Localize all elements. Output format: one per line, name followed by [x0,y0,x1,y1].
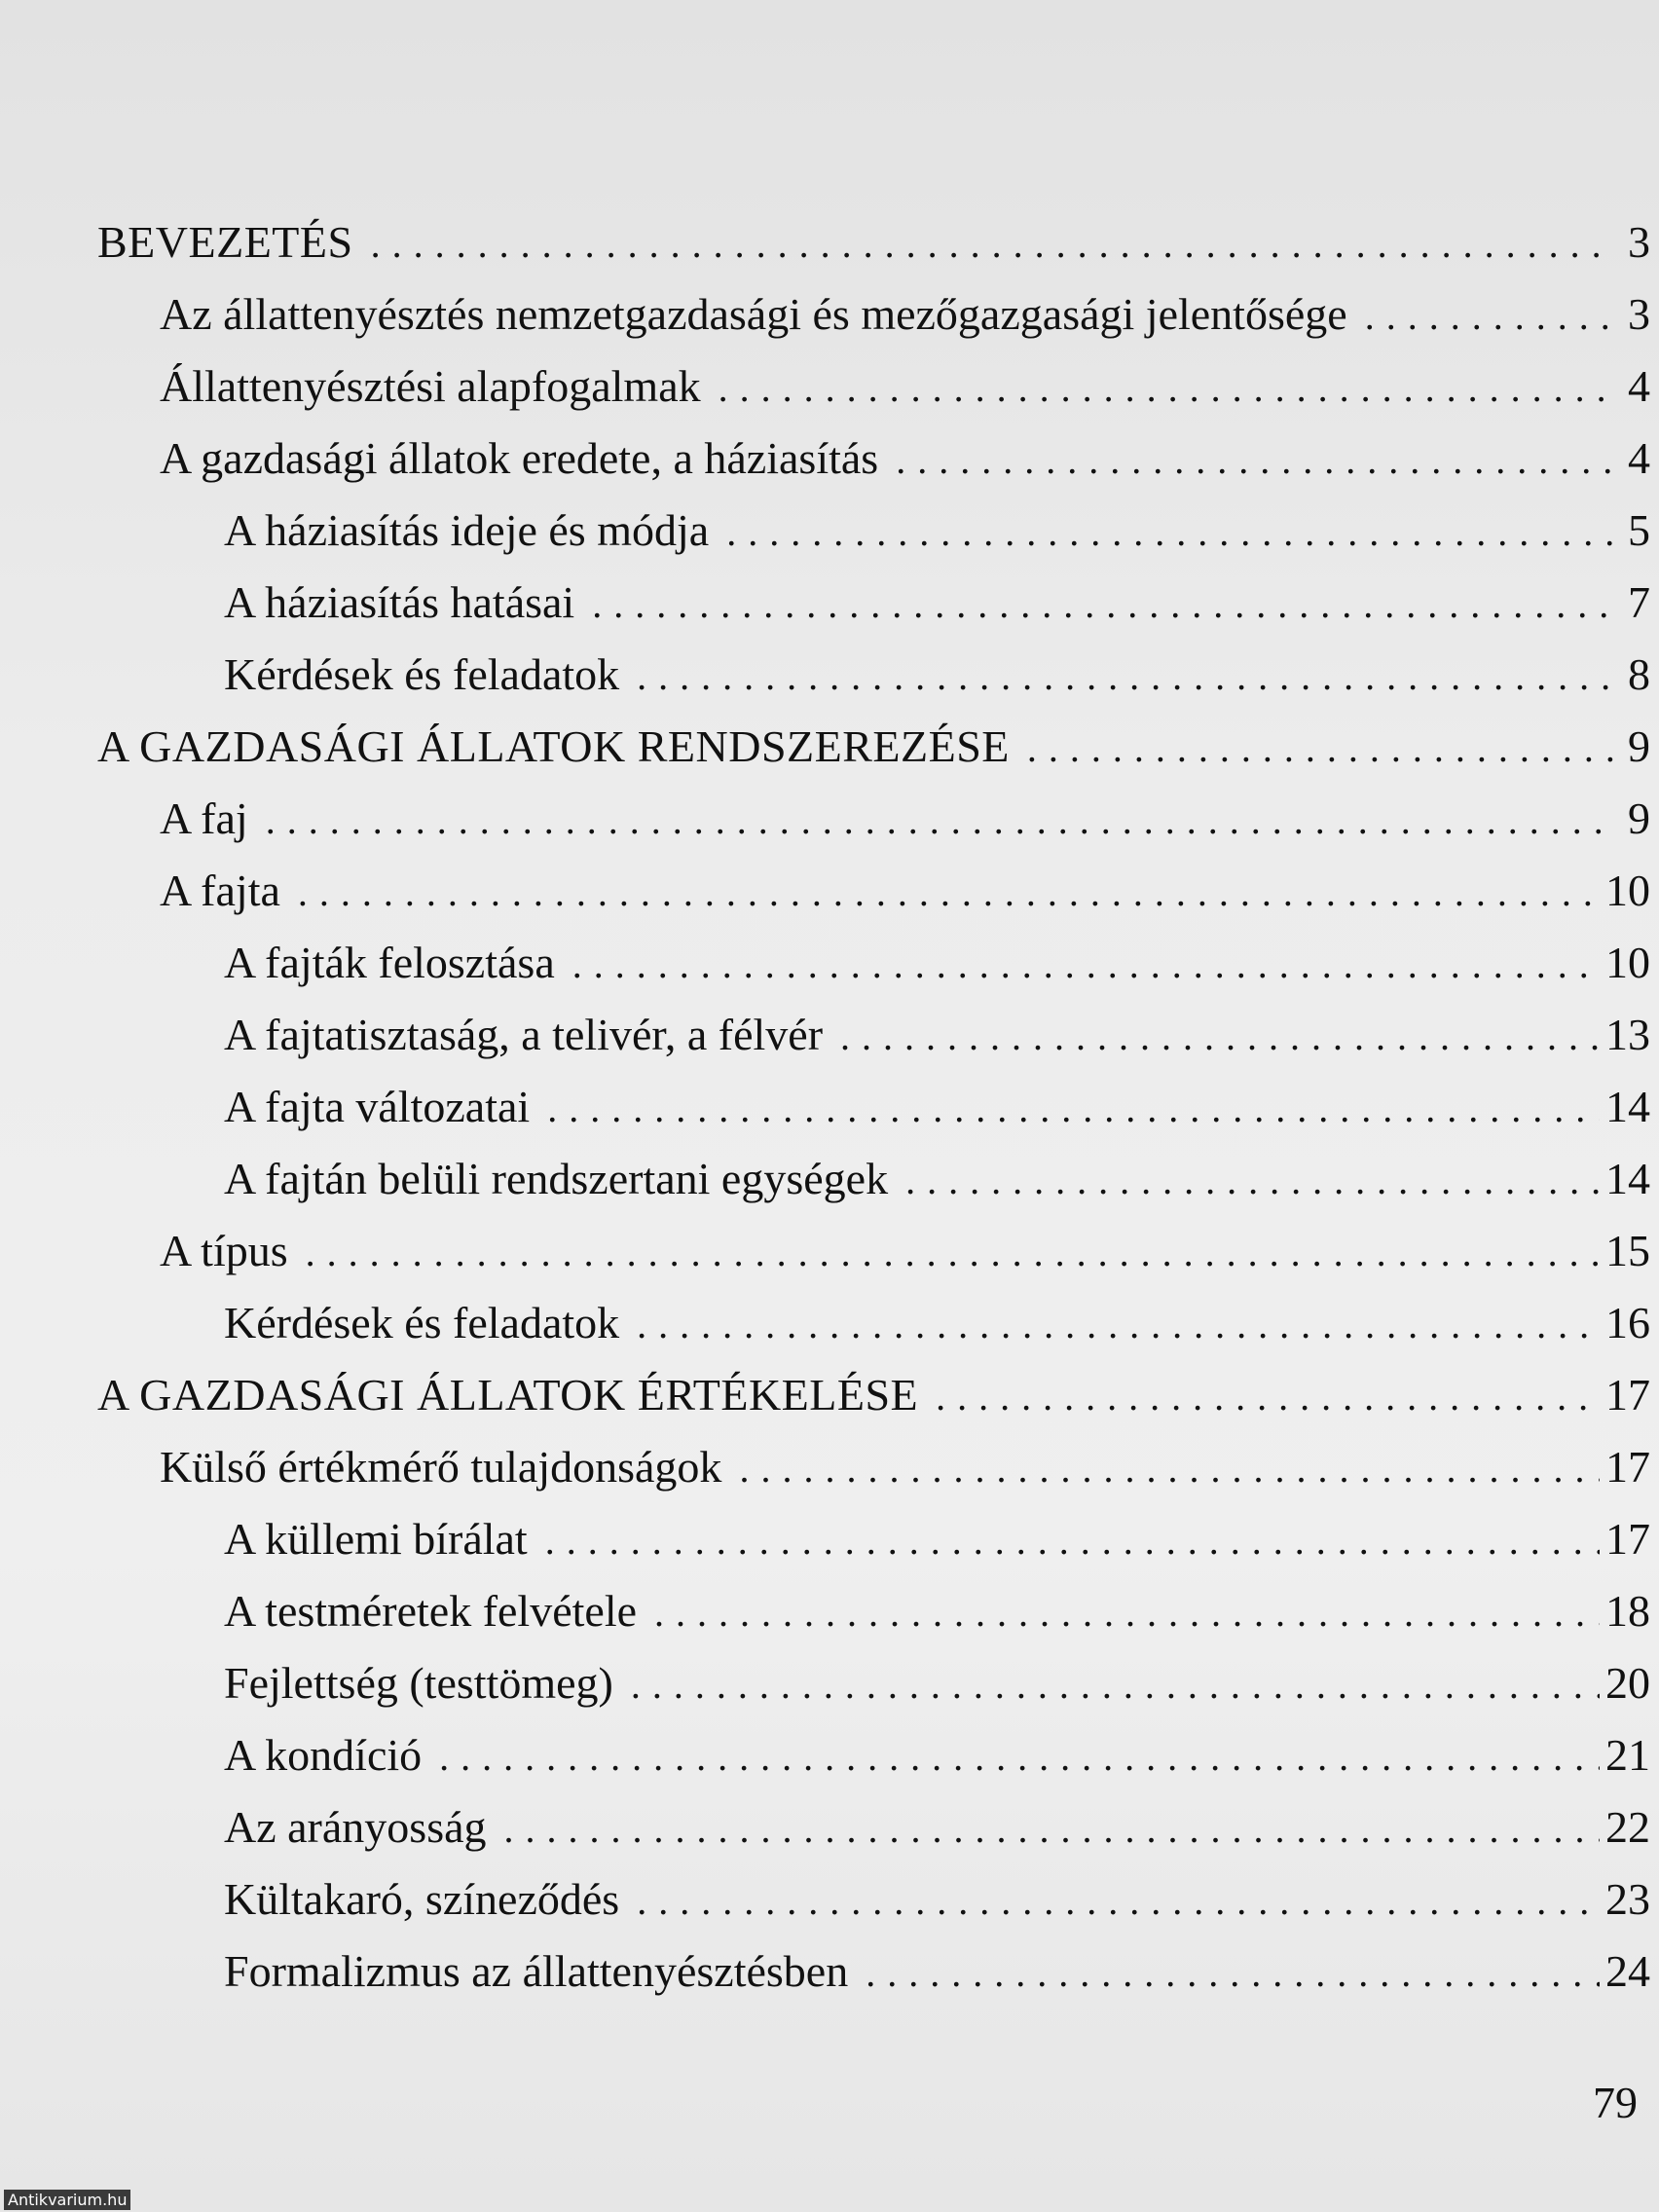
leader-dots [654,1577,1600,1649]
toc-entry [97,711,1650,783]
toc-entry [160,783,1650,855]
leader-dots [840,1001,1600,1073]
leader-dots [637,641,1615,713]
toc-entry [224,999,1650,1071]
leader-dots [726,497,1615,569]
toc-entry-title: A gazdasági állatok eredete, a háziasítás [160,433,879,483]
toc-entry-page: 9 [1628,721,1650,771]
toc-entry-page: 10 [1605,866,1650,915]
toc-entry [97,206,1650,278]
toc-entry-page: 17 [1605,1370,1650,1419]
toc-entry-page: 3 [1628,289,1650,339]
toc-entry [224,1791,1650,1863]
toc-entry [160,278,1650,350]
leader-dots [631,1649,1600,1721]
toc-entry-title: Kérdések és feladatok [224,649,620,699]
toc-entry-title: A fajtatisztaság, a telivér, a félvér [224,1010,824,1059]
leader-dots [266,785,1615,857]
toc-entry-title: A fajták felosztása [224,938,555,987]
toc-entry [224,1503,1650,1575]
toc-entry-title: A GAZDASÁGI ÁLLATOK RENDSZEREZÉSE [97,721,1010,771]
toc-entry-title: Külső értékmérő tulajdonságok [160,1442,722,1492]
toc-entry [224,1071,1650,1143]
toc-entry-title: Kültakaró, színeződés [224,1874,620,1924]
leader-dots [504,1793,1600,1865]
toc-entry-title: BEVEZETÉS [97,217,353,267]
leader-dots [371,208,1615,280]
toc-entry-title: Állattenyésztési alapfogalmak [160,361,701,411]
toc-entry [224,1647,1650,1719]
toc-entry-page: 8 [1628,649,1650,699]
leader-dots [637,1865,1600,1937]
toc-entry-title: Kérdések és feladatok [224,1298,620,1347]
watermark: Antikvarium.hu [4,2190,130,2210]
toc-entry [224,1719,1650,1791]
toc-entry-title: A fajta változatai [224,1082,531,1131]
toc-entry-page: 22 [1605,1802,1650,1852]
toc-entry-title: A fajta [160,866,280,915]
toc-entry [224,1863,1650,1936]
toc-entry-page: 14 [1605,1082,1650,1131]
toc-entry [224,927,1650,999]
toc-entry [160,855,1650,927]
toc-entry-title: A háziasítás ideje és módja [224,505,710,555]
toc-entry-page: 17 [1605,1442,1650,1492]
toc-entry-page: 4 [1628,361,1650,411]
toc-entry [224,495,1650,567]
leader-dots [439,1721,1600,1793]
leader-dots [298,857,1600,929]
leader-dots [306,1217,1600,1289]
toc-entry-page: 4 [1628,433,1650,483]
toc-entry-title: A típus [160,1226,288,1275]
leader-dots [547,1073,1600,1145]
toc-entry-title: A testméretek felvétele [224,1586,638,1636]
leader-dots [592,569,1615,641]
toc-entry-page: 23 [1605,1874,1650,1924]
leader-dots [936,1361,1600,1433]
toc-entry-page: 10 [1605,938,1650,987]
toc-entry [224,1287,1650,1359]
toc-entry-page: 5 [1628,505,1650,555]
toc-entry [160,1431,1650,1503]
toc-entry [224,639,1650,711]
toc-entry-title: Formalizmus az állattenyésztésben [224,1946,849,1996]
toc-entry-title: A háziasítás hatásai [224,577,575,627]
toc-entry [224,567,1650,639]
toc-entry-page: 3 [1628,217,1650,267]
leader-dots [896,424,1615,497]
toc-entry-page: 17 [1605,1514,1650,1564]
toc-entry [224,1575,1650,1647]
toc-entry [160,423,1650,495]
toc-entry-page: 9 [1628,793,1650,843]
toc-entry [160,350,1650,423]
leader-dots [1365,280,1615,352]
toc-entry-title: Az arányosság [224,1802,487,1852]
leader-dots [739,1433,1600,1505]
leader-dots [719,352,1615,424]
toc-entry-title: A GAZDASÁGI ÁLLATOK ÉRTÉKELÉSE [97,1370,919,1419]
toc-entry-page: 7 [1628,577,1650,627]
toc-entry [224,1936,1650,2008]
leader-dots [572,929,1600,1001]
leader-dots [866,1937,1600,2009]
toc-entry-page: 15 [1605,1226,1650,1275]
toc-entry [97,1359,1650,1431]
leader-dots [637,1289,1600,1361]
toc-entry-page: 18 [1605,1586,1650,1636]
toc-entry-page: 13 [1605,1010,1650,1059]
toc-entry-title: A kondíció [224,1730,423,1780]
toc-entry [224,1143,1650,1215]
toc-entry-title: A fajtán belüli rendszertani egységek [224,1154,889,1203]
leader-dots [545,1505,1600,1577]
toc-entry-title: Az állattenyésztés nemzetgazdasági és mezőgazgasági jelentősége [160,289,1347,339]
page-number: 79 [1593,2078,1638,2127]
toc-entry-title: A faj [160,793,248,843]
toc-entry-title: A küllemi bírálat [224,1514,528,1564]
toc-entry-page: 24 [1605,1946,1650,1996]
toc-entry-page: 20 [1605,1658,1650,1708]
leader-dots [1027,713,1615,785]
leader-dots [905,1145,1600,1217]
toc-entry-page: 21 [1605,1730,1650,1780]
toc-entry-page: 14 [1605,1154,1650,1203]
toc-entry-page: 16 [1605,1298,1650,1347]
toc-entry [160,1215,1650,1287]
toc-entry-title: Fejlettség (testtömeg) [224,1658,613,1708]
